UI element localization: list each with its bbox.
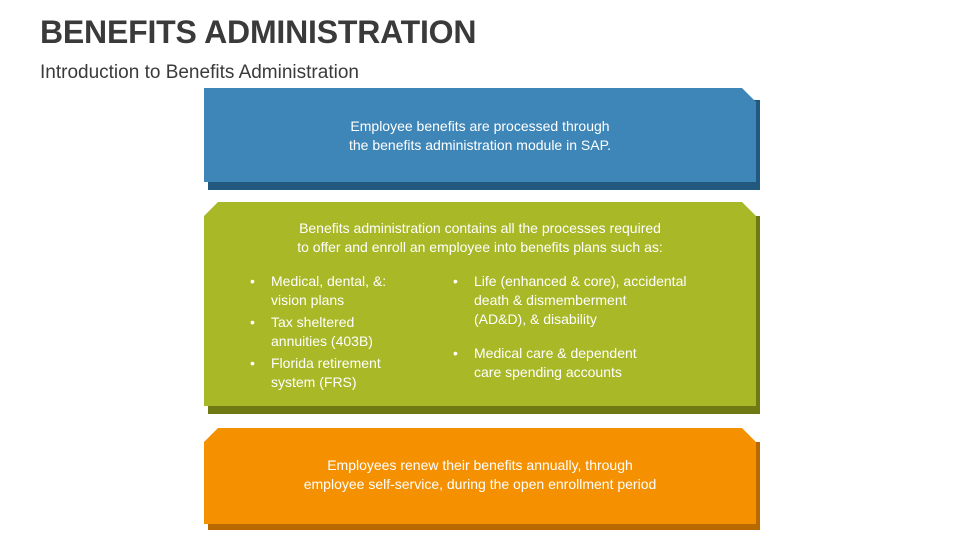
blue-card-text — [204, 117, 756, 155]
list-item — [250, 354, 381, 392]
page-title: BENEFITS ADMINISTRATION — [40, 14, 477, 50]
green-card-intro-line: to offer and enroll an employee into benefits plans such as: — [297, 239, 663, 255]
list-item-line: • Medical care & dependent — [474, 345, 637, 361]
list-item-line: annuities (403B) — [271, 333, 373, 349]
orange-card-line: Employees renew their benefits annually, through — [327, 457, 633, 473]
page-subtitle: Introduction to Benefits Administration — [40, 62, 359, 83]
list-item-line: • Tax sheltered — [271, 314, 355, 330]
benefit-plans-card — [204, 202, 756, 414]
list-item-line: • Medical, dental, &: — [271, 273, 387, 289]
green-card-intro-line: Benefits administration contains all the processes required — [299, 220, 661, 236]
blue-card-line: Employee benefits are processed through — [350, 118, 610, 134]
list-item — [453, 344, 637, 382]
list-item — [453, 272, 686, 329]
list-item-line: vision plans — [271, 292, 345, 308]
benefits-processing-card — [204, 88, 756, 188]
list-item — [250, 313, 373, 351]
orange-card-text — [204, 456, 756, 494]
orange-card-line: employee self-service, during the open enrollment period — [303, 476, 657, 492]
blue-card-line: the benefits administration module in SAP. — [348, 137, 611, 153]
right-plan-list — [453, 272, 743, 402]
list-item-line: system (FRS) — [271, 374, 357, 390]
list-item-line: (AD&D), & disability — [474, 311, 597, 327]
list-item-line: death & dismemberment — [474, 292, 627, 308]
green-card-intro — [204, 219, 756, 257]
list-item-line: • Life (enhanced & core), accidental — [474, 273, 687, 289]
list-item-line: care spending accounts — [474, 364, 622, 380]
list-item — [250, 272, 386, 310]
enrollment-renewal-card — [204, 428, 756, 530]
list-item-line: • Florida retirement — [271, 355, 381, 371]
left-plan-list — [250, 272, 440, 402]
